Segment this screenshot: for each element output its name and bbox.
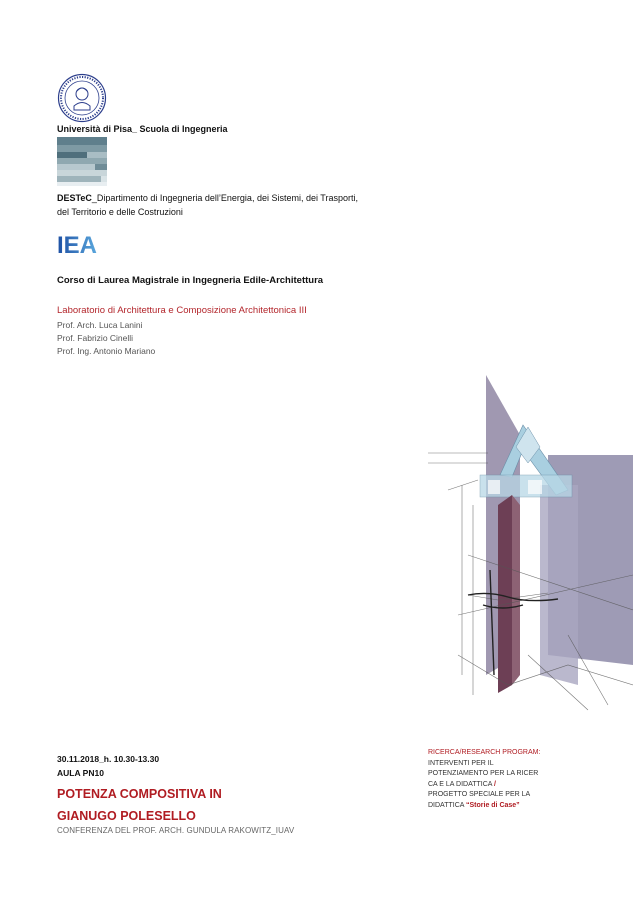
- architectural-drawing-image: [428, 355, 633, 725]
- research-line: CA E LA DIDATTICA: [428, 780, 493, 788]
- university-name: Università di Pisa_ Scuola di Ingegneria: [57, 124, 228, 134]
- iea-logo-text: IEA: [57, 232, 98, 256]
- department-name-line2: del Territorio e delle Costruzioni: [57, 207, 183, 217]
- professor-item: Prof. Ing. Antonio Mariano: [57, 346, 156, 356]
- event-title-line2: GIANUGO POLESELLO: [57, 809, 196, 823]
- research-line: PROGETTO SPECIALE PER LA: [428, 791, 531, 798]
- destec-logo-icon: [57, 137, 107, 186]
- research-line: POTENZIAMENTO PER LA RICER: [428, 770, 539, 777]
- event-title-line1: POTENZA COMPOSITIVA IN: [57, 787, 222, 801]
- event-date: 30.11.2018_h. 10.30-13.30: [57, 754, 160, 764]
- professor-item: Prof. Fabrizio Cinelli: [57, 333, 134, 343]
- professor-item: Prof. Arch. Luca Lanini: [57, 320, 143, 330]
- event-room: AULA PN10: [57, 768, 104, 778]
- department-text: [57, 191, 397, 219]
- research-project: “Storie di Case”: [466, 801, 520, 809]
- conference-subtitle: CONFERENZA DEL PROF. ARCH. GUNDULA RAKOWITZ_IUAV: [57, 826, 295, 835]
- lab-title: Laboratorio di Architettura e Composizione Architettonica III: [57, 305, 307, 316]
- department-abbr: DESTeC: [57, 193, 92, 203]
- university-seal-icon: [57, 73, 107, 123]
- research-line: DIDATTICA: [428, 801, 465, 809]
- professors-list: [57, 319, 155, 358]
- research-lead: RICERCA/RESEARCH PROGRAM:: [428, 749, 541, 756]
- research-slash: /: [494, 780, 496, 788]
- research-line: INTERVENTI PER IL: [428, 759, 494, 767]
- event-title: [57, 783, 222, 827]
- course-title: Corso di Laurea Magistrale in Ingegneria Edile-Architettura: [57, 275, 324, 286]
- research-program: [428, 748, 578, 811]
- iea-logo-icon: [57, 232, 115, 256]
- department-name: _Dipartimento di Ingegneria dell’Energia, dei Sistemi, dei Trasporti,: [91, 193, 358, 203]
